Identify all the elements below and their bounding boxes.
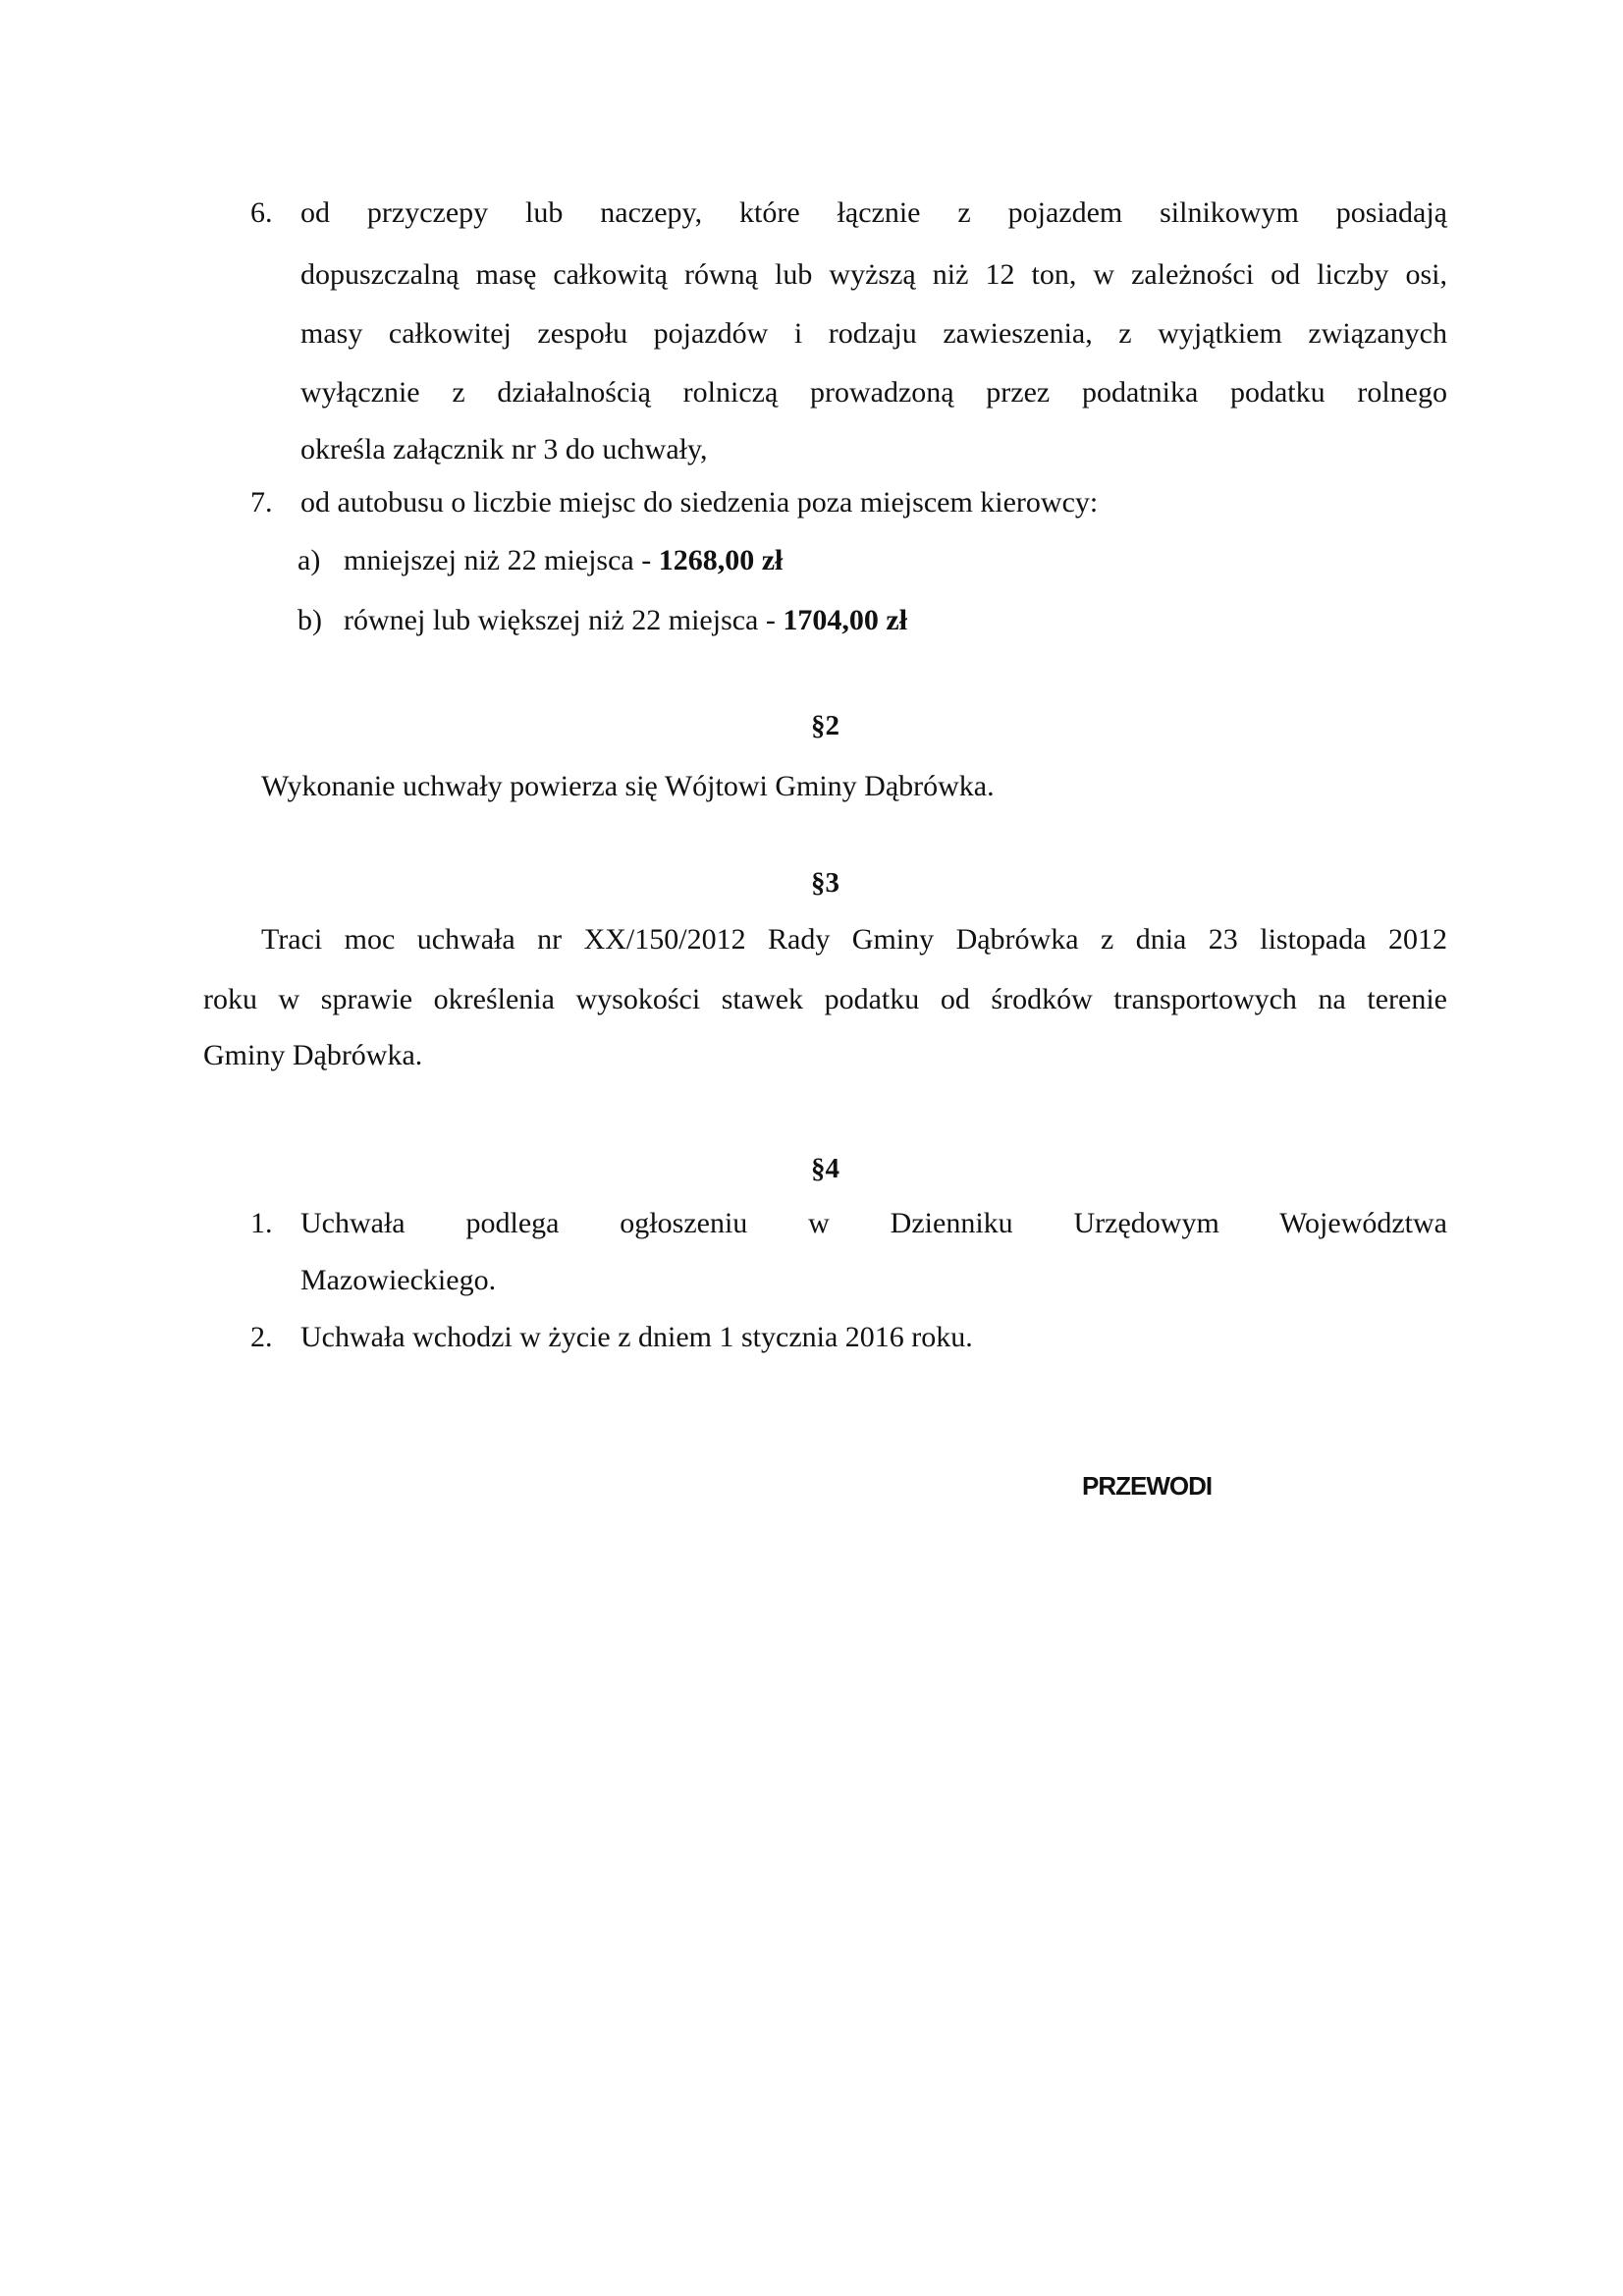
sub-item-b-letter: b) xyxy=(298,604,322,636)
item7-text: od autobusu o liczbie miejsc do siedzenia poza miejscem kierowcy: xyxy=(300,486,1099,519)
section-2-text: Wykonanie uchwały powierza się Wójtowi Gminy Dąbrówka. xyxy=(261,770,995,802)
item6-line-4: wyłącznie z działalnością rolniczą prowadzoną przez podatnika podatku rolnego xyxy=(300,376,1447,409)
section-3-line-1: Traci moc uchwała nr XX/150/2012 Rady Gminy Dąbrówka z dnia 23 listopada 2012 xyxy=(261,923,1447,956)
item6-line-5: określa załącznik nr 3 do uchwały, xyxy=(300,433,708,465)
item6-line-3: masy całkowitej zespołu pojazdów i rodzaju zawieszenia, z wyjątkiem związanych xyxy=(300,317,1447,350)
s4-item-number-1: 1. xyxy=(250,1207,273,1239)
section-4-mark: §4 xyxy=(811,1153,839,1184)
item-number-7: 7. xyxy=(250,486,273,519)
sub-item-b-amount: 1704,00 zł xyxy=(783,604,908,636)
section-3-line-2: roku w sprawie określenia wysokości stawek podatku od środków transportowych na terenie xyxy=(203,983,1447,1015)
sub-item-a-letter: a) xyxy=(298,544,321,576)
sub-item-a xyxy=(344,546,783,575)
s4-item1-line-2: Mazowieckiego. xyxy=(300,1264,497,1296)
s4-item2-text: Uchwała wchodzi w życie z dniem 1 stycznia 2016 roku. xyxy=(300,1321,973,1353)
s4-item-number-2: 2. xyxy=(250,1321,273,1353)
item6-line-2: dopuszczalną masę całkowitą równą lub wyższą niż 12 ton, w zależności od liczby osi, xyxy=(300,258,1447,291)
item6-line-1: od przyczepy lub naczepy, które łącznie z pojazdem silnikowym posiadają xyxy=(300,196,1447,229)
s4-item1-line-1: Uchwała podlega ogłoszeniu w Dzienniku Urzędowym Województwa xyxy=(300,1207,1447,1239)
sub-item-a-amount: 1268,00 zł xyxy=(658,544,784,576)
section-3-mark: §3 xyxy=(811,867,839,899)
sub-item-b xyxy=(344,606,907,635)
sub-item-b-text: równej lub większej niż 22 miejsca - xyxy=(344,604,784,636)
section-2-mark: §2 xyxy=(811,710,839,741)
sub-item-a-text: mniejszej niż 22 miejsca - xyxy=(344,544,659,576)
item-number-6: 6. xyxy=(250,196,273,229)
section-3-line-3: Gminy Dąbrówka. xyxy=(203,1039,423,1071)
signature-stamp: PRZEWODI xyxy=(1082,1471,1213,1501)
